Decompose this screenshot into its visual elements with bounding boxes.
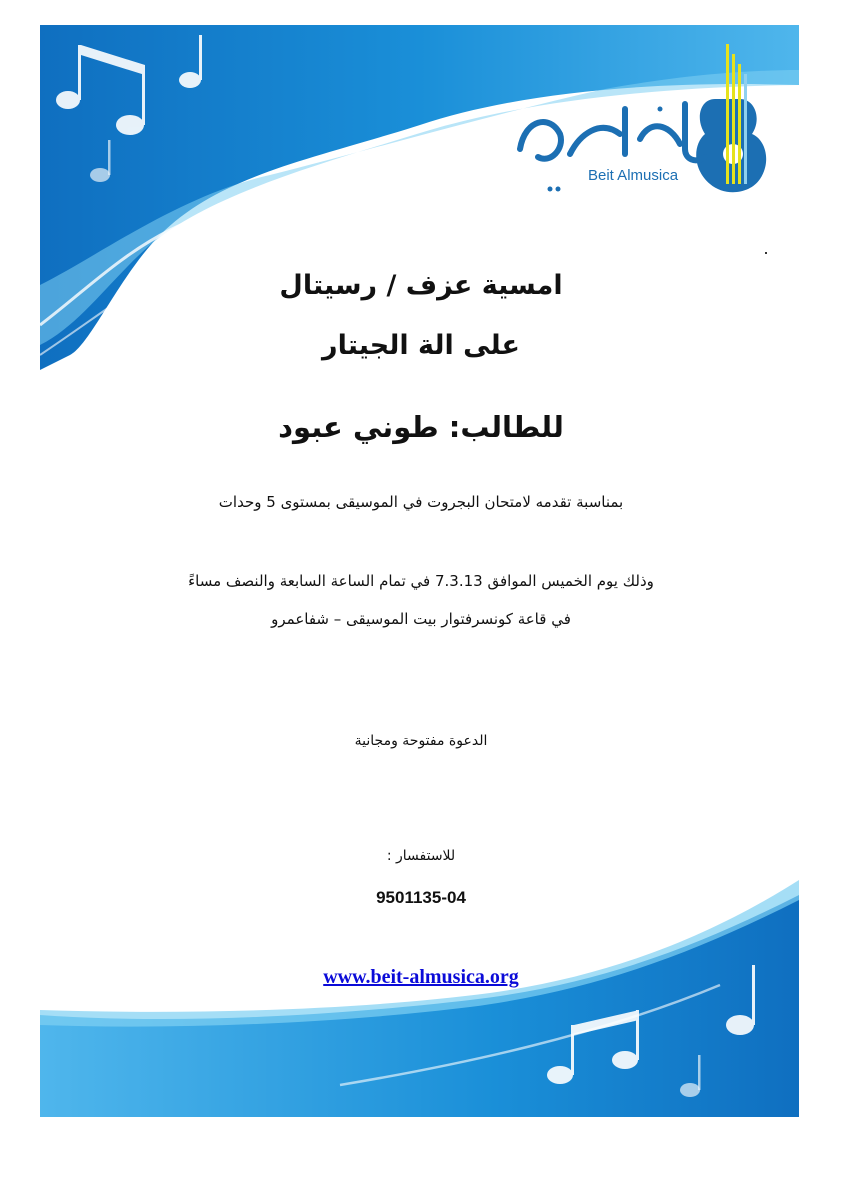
instrument-title: على الة الجيتار xyxy=(322,330,520,361)
arabic-logotype xyxy=(520,104,705,160)
logo-latin-name: Beit Almusica xyxy=(588,167,679,184)
event-title: امسية عزف / رسيتال xyxy=(279,270,563,301)
page-frame xyxy=(40,25,799,1117)
occasion-text: بمناسبة تقدمه لامتحان البجروت في الموسيقى بمستوى 5 وحدات xyxy=(218,493,624,511)
datetime-text: وذلك يوم الخميس الموافق 7.3.13 في تمام الساعة السابعة والنصف مساءً xyxy=(188,572,654,590)
stray-dot xyxy=(765,252,767,254)
invitation-text: الدعوة مفتوحة ومجانية xyxy=(354,733,488,749)
website-link[interactable]: www.beit-almusica.org xyxy=(323,966,519,988)
beit-almusica-logo xyxy=(510,39,780,214)
phone-number: 9501135-04 xyxy=(376,888,466,907)
guitar-icon xyxy=(696,44,766,192)
inquiry-label: للاستفسار : xyxy=(386,848,456,864)
student-name: للطالب: طوني عبود xyxy=(278,410,564,444)
website-container xyxy=(0,966,842,989)
venue-text: في قاعة كونسرفتوار بيت الموسيقى – شفاعمرو xyxy=(271,610,571,628)
